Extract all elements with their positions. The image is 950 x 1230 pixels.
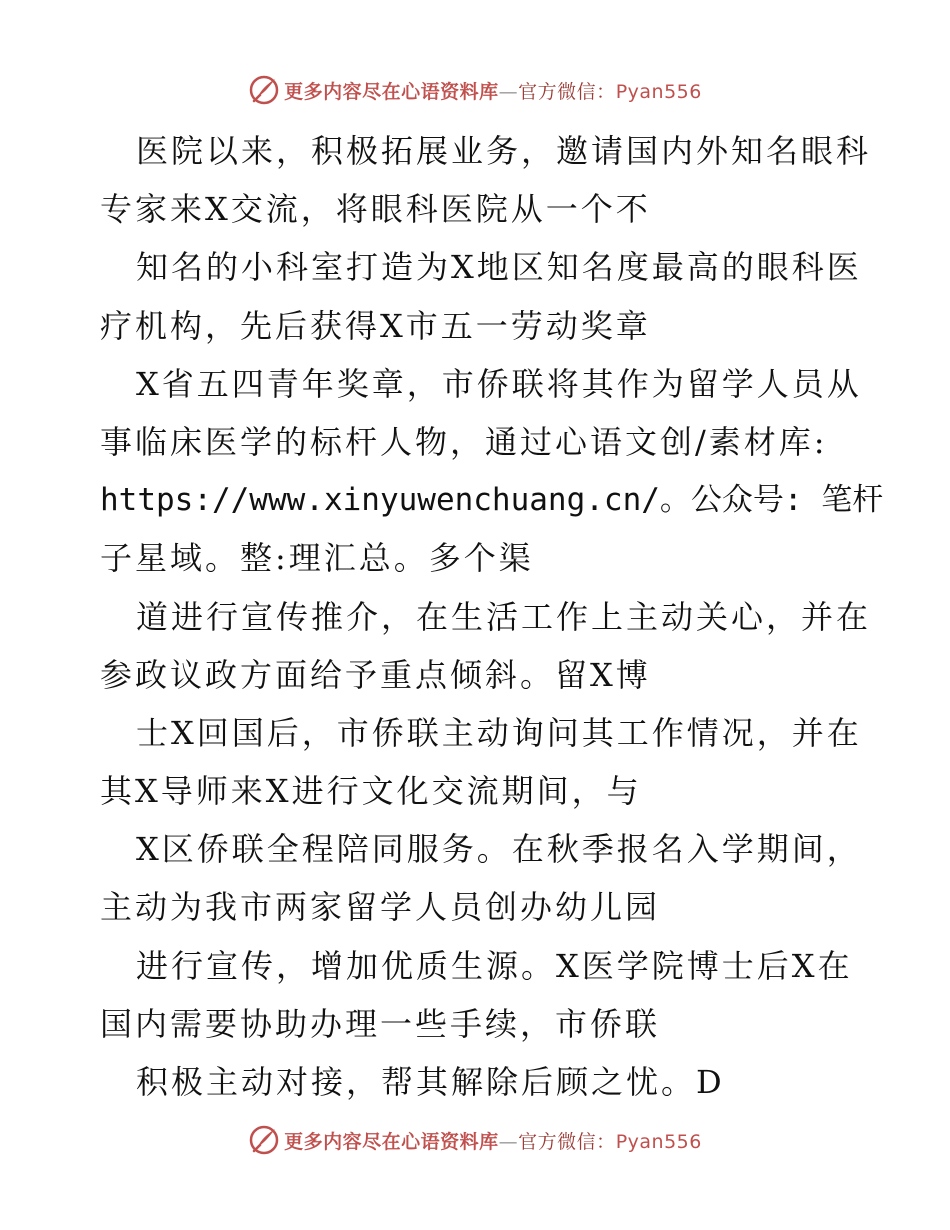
banner-separator: —: [498, 80, 519, 103]
body-line: 知名的小科室打造为X地区知名度最高的眼科医: [136, 248, 862, 287]
banner-wechat-label: 官方微信：: [518, 80, 616, 103]
banner-wechat-id: Pyan556: [615, 1130, 702, 1153]
body-line: 进行宣传，增加优质生源。X医学院博士后X在: [136, 946, 853, 985]
body-line: 道进行宣传推介，在生活工作上主动关心，并在: [136, 597, 872, 636]
banner-separator: —: [498, 1130, 519, 1153]
body-line: 主动为我市两家留学人员创办幼儿园: [100, 888, 661, 927]
body-line: X区侨联全程陪同服务。在秋季报名入学期间，: [136, 830, 862, 869]
footer-banner: [0, 1122, 950, 1158]
banner-main-text: 更多内容尽在心语资料库: [284, 1130, 499, 1153]
document-body: [100, 122, 884, 1111]
banner-wechat-id: Pyan556: [615, 80, 702, 103]
body-line: 士X回国后，市侨联主动询问其工作情况，并在: [136, 713, 862, 752]
body-line: 专家来X交流，将眼科医院从一个不: [100, 190, 651, 229]
banner-main-text: 更多内容尽在心语资料库: [284, 80, 499, 103]
body-line: 子星域。整:理汇总。多个渠: [100, 539, 534, 578]
body-line: X省五四青年奖章，市侨联将其作为留学人员从: [136, 364, 862, 403]
banner-text: [284, 1127, 702, 1154]
header-banner: [0, 72, 950, 108]
body-line: 积极主动对接，帮其解除后顾之忧。D: [136, 1063, 725, 1101]
body-line: 医院以来，积极拓展业务，邀请国内外知名眼科: [136, 132, 872, 170]
body-line: 其X导师来X进行文化交流期间，与: [100, 772, 642, 811]
feather-logo-icon: [248, 74, 280, 106]
body-line: 事临床医学的标杆人物，通过心语文创/素材库:: [100, 422, 828, 461]
banner-text: [284, 77, 702, 104]
banner-wechat-label: 官方微信：: [518, 1130, 616, 1153]
body-line-url: https://www.xinyuwenchuang.cn/。公众号: 笔杆: [100, 482, 884, 519]
body-line: 疗机构，先后获得X市五一劳动奖章: [100, 306, 651, 345]
body-line: 国内需要协助办理一些手续，市侨联: [100, 1004, 661, 1043]
body-line: 参政议政方面给予重点倾斜。留X博: [100, 655, 651, 694]
feather-logo-icon: [248, 1124, 280, 1156]
